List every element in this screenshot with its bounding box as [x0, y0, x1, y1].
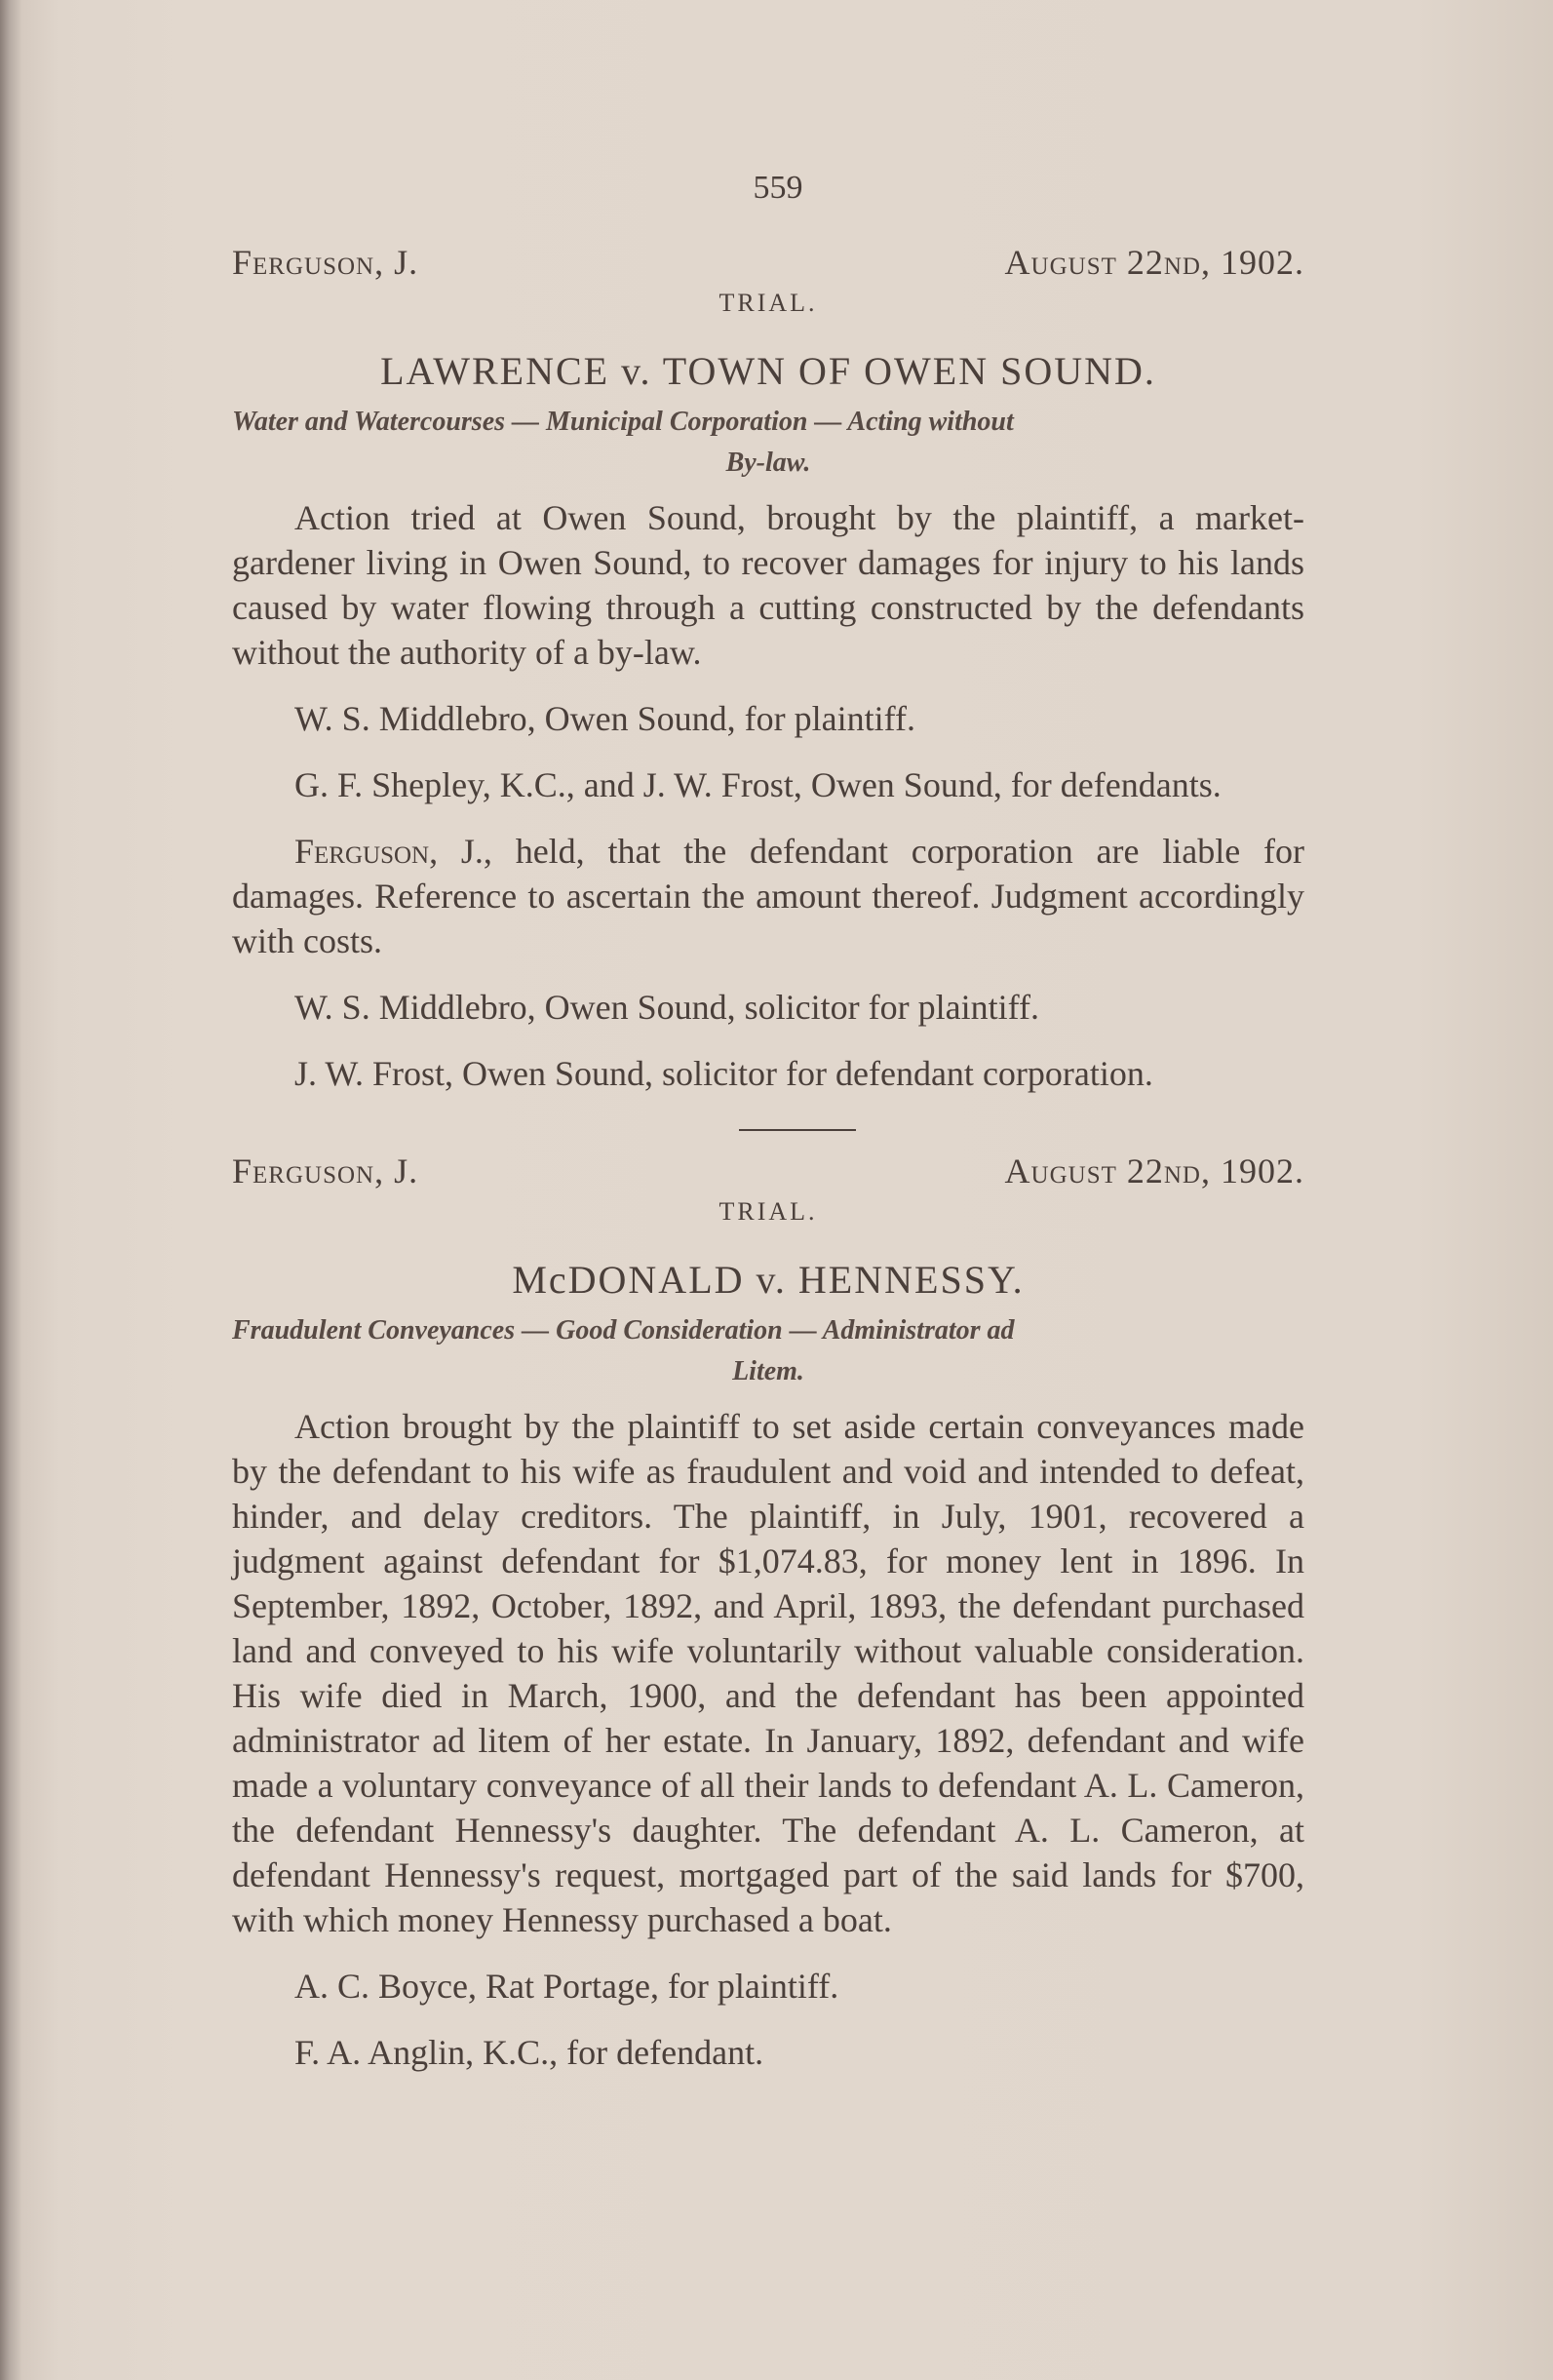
holding-judge: Ferguson, J., [294, 832, 492, 871]
headnote-main: Fraudulent Conveyances — Good Consideration — Administrator ad [232, 1315, 1015, 1346]
headnote [232, 1310, 1304, 1392]
solicitor-defendant: J. W. Frost, Owen Sound, solicitor for defendant corporation. [294, 1054, 1153, 1093]
case-title: McDONALD v. HENNESSY. [512, 1258, 1025, 1302]
counsel-plaintiff: W. S. Middlebro, Owen Sound, for plaintiff. [294, 699, 915, 738]
solicitor-plaintiff: W. S. Middlebro, Owen Sound, solicitor for plaintiff. [294, 988, 1039, 1027]
headnote-end: By-law. [725, 448, 811, 478]
counsel-defendants: G. F. Shepley, K.C., and J. W. Frost, Owen Sound, for defendants. [294, 765, 1222, 804]
trial-label: TRIAL. [718, 289, 818, 317]
counsel-plaintiff: A. C. Boyce, Rat Portage, for plaintiff. [294, 1967, 839, 2006]
counsel-defendant: F. A. Anglin, K.C., for defendant. [294, 2033, 764, 2072]
case-lawrence [232, 240, 1304, 1096]
action-paragraph: Action brought by the plaintiff to set aside certain conveyances made by the defendant to his wife as fraudulent and void and intended to defeat, hinder, and delay creditors. The plaintiff, in July, 1901, recovered a judgment against defendant for $1,074.83, for money lent in 1896. In September, 1892, October, 1892, and April, 1893, the defendant purchased land and conveyed to his wife voluntarily without valuable consideration. His wife died in March, 1900, and the defendant has been appointed administrator ad litem of her estate. In January, 1892, defendant and wife made a voluntary conveyance of all their lands to defendant A. L. Cameron, the defendant Hennessy's daughter. The defendant A. L. Cameron, at defendant Hennessy's request, mortgaged part of the said lands for $700, with which money Hennessy purchased a boat. [232, 1407, 1304, 1939]
case-title: LAWRENCE v. TOWN OF OWEN SOUND. [380, 349, 1156, 393]
holding-paragraph [232, 829, 1304, 963]
case-header [232, 240, 1304, 285]
case-mcdonald [232, 1149, 1304, 2075]
headnote-end: Litem. [732, 1356, 804, 1386]
decision-date: August 22nd, 1902. [1004, 1151, 1304, 1190]
case-header [232, 1149, 1304, 1193]
section-divider [739, 1129, 856, 1131]
page-text-column [232, 166, 1304, 2075]
judge-name: Ferguson, J. [232, 243, 419, 282]
trial-label: TRIAL. [718, 1197, 818, 1226]
headnote [232, 402, 1304, 484]
page-number: 559 [753, 170, 803, 206]
holding-text: held, that the defendant corporation are liable for damages. Reference to ascertain the amount thereof. Judgment accordingly with costs. [232, 832, 1304, 960]
book-spine [0, 0, 21, 2380]
action-paragraph: Action tried at Owen Sound, brought by the plaintiff, a market-gardener living in Owen Sound, to recover damages for injury to his lands caused by water flowing through a cutting constructed by the defendants without the authority of a by-law. [232, 498, 1304, 672]
decision-date: August 22nd, 1902. [1004, 243, 1304, 282]
judge-name: Ferguson, J. [232, 1151, 419, 1190]
headnote-main: Water and Watercourses — Municipal Corporation — Acting without [232, 407, 1014, 437]
